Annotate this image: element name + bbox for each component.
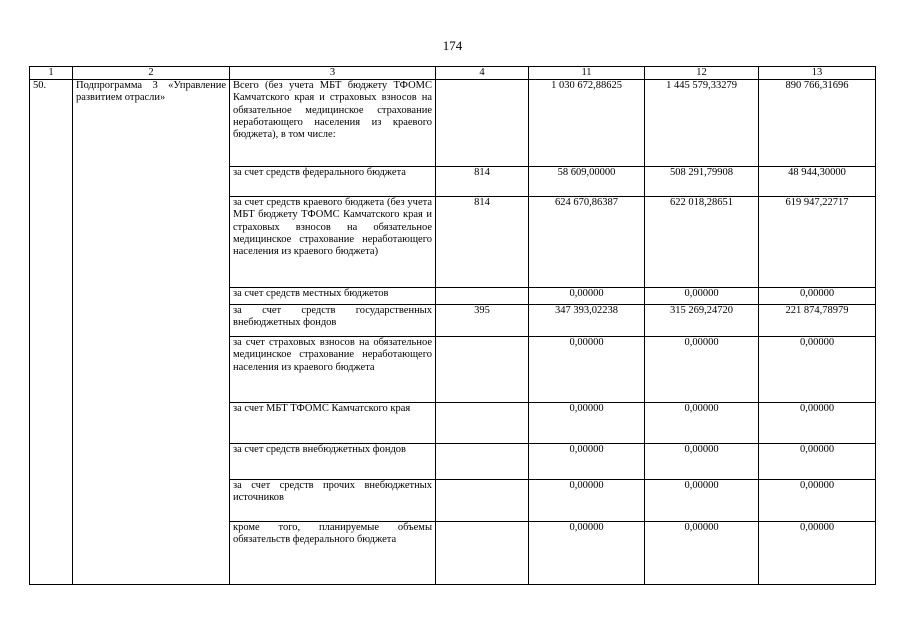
table-row xyxy=(30,80,876,167)
value-cell: 0,00000 xyxy=(759,288,876,305)
value-cell: 0,00000 xyxy=(529,403,645,444)
value-cell: 58 609,00000 xyxy=(529,167,645,197)
column-header: 2 xyxy=(73,67,230,80)
code-cell: 395 xyxy=(436,305,529,337)
value-cell: 0,00000 xyxy=(645,480,759,522)
value-cell: 0,00000 xyxy=(529,522,645,585)
value-cell: 619 947,22717 xyxy=(759,197,876,288)
code-cell xyxy=(436,444,529,480)
value-cell: 624 670,86387 xyxy=(529,197,645,288)
value-cell: 0,00000 xyxy=(645,403,759,444)
code-cell: 814 xyxy=(436,197,529,288)
value-cell: 1 030 672,88625 xyxy=(529,80,645,167)
code-cell: 814 xyxy=(436,167,529,197)
code-cell xyxy=(436,522,529,585)
column-header: 11 xyxy=(529,67,645,80)
value-cell: 0,00000 xyxy=(759,522,876,585)
funding-source-cell: Всего (без учета МБТ бюджету ТФОМС Камчатского края и страховых взносов на обязательное медицинское страхование неработающего населения из краевого бюджета), в том числе: xyxy=(230,80,436,167)
funding-source-cell: за счет средств внебюджетных фондов xyxy=(230,444,436,480)
value-cell: 508 291,79908 xyxy=(645,167,759,197)
funding-source-cell: за счет страховых взносов на обязательное медицинское страхование неработающего населения из краевого бюджета xyxy=(230,337,436,403)
value-cell: 0,00000 xyxy=(529,288,645,305)
code-cell xyxy=(436,337,529,403)
value-cell: 347 393,02238 xyxy=(529,305,645,337)
funding-source-cell: за счет средств федерального бюджета xyxy=(230,167,436,197)
value-cell: 315 269,24720 xyxy=(645,305,759,337)
page-number: 174 xyxy=(442,38,463,53)
value-cell: 0,00000 xyxy=(759,444,876,480)
value-cell: 890 766,31696 xyxy=(759,80,876,167)
value-cell: 0,00000 xyxy=(645,288,759,305)
code-cell xyxy=(436,80,529,167)
budget-table xyxy=(29,66,876,585)
value-cell: 48 944,30000 xyxy=(759,167,876,197)
value-cell: 0,00000 xyxy=(645,444,759,480)
value-cell: 0,00000 xyxy=(529,444,645,480)
row-number-cell: 50. xyxy=(30,80,73,585)
column-header: 3 xyxy=(230,67,436,80)
value-cell: 221 874,78979 xyxy=(759,305,876,337)
funding-source-cell: за счет средств государственных внебюджетных фондов xyxy=(230,305,436,337)
program-name-cell: Подпрограмма 3 «Управление развитием отрасли» xyxy=(73,80,230,585)
value-cell: 0,00000 xyxy=(529,337,645,403)
value-cell: 0,00000 xyxy=(645,522,759,585)
value-cell: 1 445 579,33279 xyxy=(645,80,759,167)
value-cell: 0,00000 xyxy=(759,480,876,522)
code-cell xyxy=(436,288,529,305)
column-header: 1 xyxy=(30,67,73,80)
funding-source-cell: за счет средств прочих внебюджетных источников xyxy=(230,480,436,522)
value-cell: 0,00000 xyxy=(645,337,759,403)
column-header: 4 xyxy=(436,67,529,80)
value-cell: 0,00000 xyxy=(759,337,876,403)
value-cell: 622 018,28651 xyxy=(645,197,759,288)
column-number-row xyxy=(30,67,876,80)
funding-source-cell: кроме того, планируемые объемы обязательств федерального бюджета xyxy=(230,522,436,585)
code-cell xyxy=(436,403,529,444)
column-header: 13 xyxy=(759,67,876,80)
funding-source-cell: за счет МБТ ТФОМС Камчатского края xyxy=(230,403,436,444)
funding-source-cell: за счет средств местных бюджетов xyxy=(230,288,436,305)
value-cell: 0,00000 xyxy=(529,480,645,522)
column-header: 12 xyxy=(645,67,759,80)
funding-source-cell: за счет средств краевого бюджета (без учета МБТ бюджету ТФОМС Камчатского края и страховых взносов на обязательное медицинское страхование неработающего населения из краевого бюджета) xyxy=(230,197,436,288)
code-cell xyxy=(436,480,529,522)
value-cell: 0,00000 xyxy=(759,403,876,444)
